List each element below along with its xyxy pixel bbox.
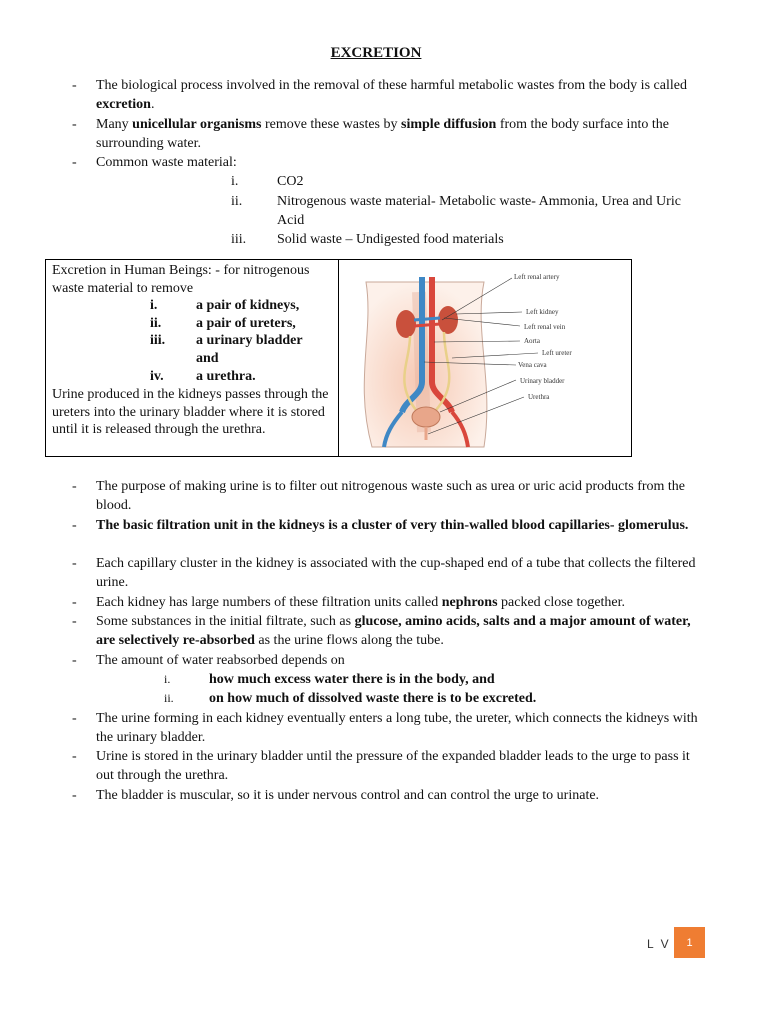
waste-item: i. CO2	[231, 174, 304, 189]
table-closing-text: Urine produced in the kidneys passes through the ureters into the urinary bladder where it is stored until it is released through the urethra.	[52, 387, 329, 437]
page-number-badge: 1	[674, 927, 705, 958]
label-urinary-bladder: Urinary bladder	[520, 377, 565, 385]
bladder-shape	[412, 407, 440, 427]
label-left-kidney: Left kidney	[526, 308, 559, 316]
organ-item: i. a pair of kidneys,	[150, 298, 300, 313]
organ-item: iii. a urinary bladder and	[150, 333, 303, 366]
bullet-capillary-cluster: - Each capillary cluster in the kidney is associated with the cup-shaped end of a tube that collects the filtered urine.	[72, 556, 696, 591]
right-kidney-shape	[396, 310, 416, 338]
label-left-renal-vein: Left renal vein	[524, 323, 566, 331]
label-left-renal-artery: Left renal artery	[514, 273, 560, 281]
label-aorta: Aorta	[524, 337, 540, 345]
page-title: EXCRETION	[330, 45, 422, 61]
bullet-water-reabsorbed: - The amount of water reabsorbed depends on	[72, 653, 345, 668]
label-urethra: Urethra	[528, 393, 550, 401]
footer-author-initials: L V	[647, 937, 671, 951]
bullet-bladder-muscular: - The bladder is muscular, so it is under nervous control and can control the urge to urinate.	[72, 788, 600, 803]
label-vena-cava: Vena cava	[518, 361, 547, 369]
bullet-common-waste: - Common waste material:	[72, 155, 237, 170]
reabsorption-factor: ii. on how much of dissolved waste there is to be excreted.	[164, 691, 537, 706]
reabsorption-factor: i. how much excess water there is in the body, and	[164, 672, 495, 687]
bullet-nephrons: - Each kidney has large numbers of these filtration units called nephrons packed close together.	[72, 595, 626, 610]
organ-item: ii. a pair of ureters,	[150, 316, 296, 331]
bullet-reabsorption: - Some substances in the initial filtrate, such as glucose, amino acids, salts and a major amount of water, are selectively re-absorbed as the urine flows along the tube.	[72, 614, 691, 649]
bullet-bladder-storage: - Urine is stored in the urinary bladder until the pressure of the expanded bladder leads to the urge to pass it out through the urethra.	[72, 749, 690, 784]
bullet-excretion-definition: - The biological process involved in the removal of these harmful metabolic wastes from the body is called excretion.	[72, 78, 687, 113]
bullet-unicellular: - Many unicellular organisms remove these wastes by simple diffusion from the body surface into the surrounding water.	[72, 117, 669, 152]
bullet-ureter: - The urine forming in each kidney eventually enters a long tube, the ureter, which connects the kidneys with the urinary bladder.	[72, 711, 698, 746]
left-kidney-shape	[438, 306, 458, 334]
organ-item: iv. a urethra.	[150, 369, 256, 384]
bullet-glomerulus: - The basic filtration unit in the kidneys is a cluster of very thin-walled blood capillaries- glomerulus.	[72, 518, 689, 533]
waste-item: ii. Nitrogenous waste material- Metabolic waste- Ammonia, Urea and Uric Acid	[231, 194, 681, 229]
bullet-purpose-urine: - The purpose of making urine is to filter out nitrogenous waste such as urea or uric acid products from the blood.	[72, 479, 686, 514]
label-left-ureter: Left ureter	[542, 349, 572, 357]
table-divider	[338, 260, 339, 456]
excretory-system-diagram	[344, 262, 596, 454]
table-heading: Excretion in Human Beings: - for nitrogenous waste material to remove	[52, 263, 310, 296]
waste-item: iii. Solid waste – Undigested food materials	[231, 232, 504, 247]
renal-artery-shape	[414, 324, 440, 326]
renal-vein-shape	[414, 318, 440, 320]
